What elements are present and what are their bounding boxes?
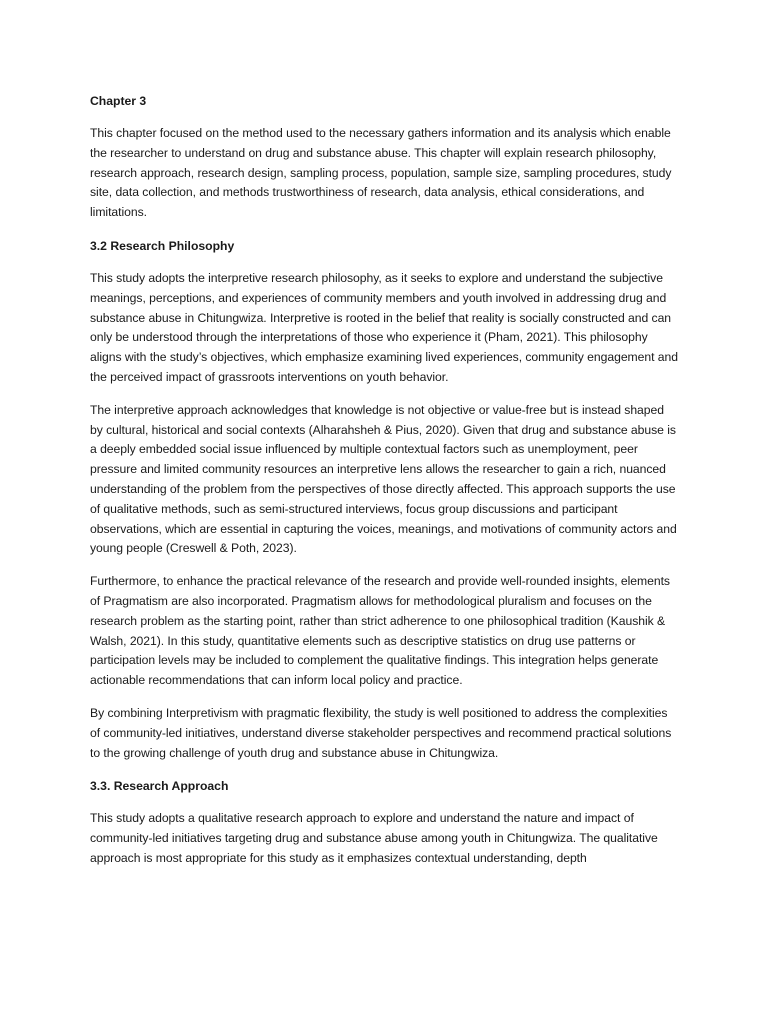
intro-paragraph: This chapter focused on the method used to the necessary gathers information and its analysis which enable the researcher to understand on drug and substance abuse. This chapter will explain research philosophy, research approach, research design, sampling process, population, sample size, sampling procedures, study site, data collection, and methods trustworthiness of research, data analysis, ethical considerations, and limitations. [90, 126, 672, 220]
paragraph: The interpretive approach acknowledges that knowledge is not objective or value-free but is instead shaped by cultural, historical and social contexts (Alharahsheh & Pius, 2020). Given that drug and substance abuse is a deeply embedded social issue influenced by multiple contextual factors such as unemployment, peer pressure and limited community resources an interpretive lens allows the researcher to gain a rich, nuanced understanding of the problem from the perspectives of those directly affected. This approach supports the use of qualitative methods, such as semi-structured interviews, focus group discussions and participant observations, which are essential in capturing the voices, meanings, and motivations of community actors and young people (Creswell & Poth, 2023). [90, 402, 677, 556]
section-heading-research-philosophy: 3.2 Research Philosophy [90, 238, 235, 253]
paragraph: Furthermore, to enhance the practical relevance of the research and provide well-rounded insights, elements of Pragmatism are also incorporated. Pragmatism allows for methodological pluralism and focuses on the research problem as the starting point, rather than strict adherence to one philosophical tradition (Kaushik & Walsh, 2021). In this study, quantitative elements such as descriptive statistics on drug use patterns or participation levels may be included to complement the qualitative findings. This integration helps generate actionable recommendations that can inform local policy and practice. [90, 574, 670, 688]
paragraph: This study adopts the interpretive research philosophy, as it seeks to explore and understand the subjective meanings, perceptions, and experiences of community members and youth involved in addressing drug and substance abuse in Chitungwiza. Interpretive is rooted in the belief that reality is socially constructed and can only be understood through the interpretations of those who experience it (Pham, 2021). This philosophy aligns with the study’s objectives, which emphasize examining lived experiences, community engagement and the perceived impact of grassroots interventions on youth behavior. [90, 270, 678, 384]
paragraph: By combining Interpretivism with pragmatic flexibility, the study is well positioned to address the complexities of community-led initiatives, understand diverse stakeholder perspectives and recommend practical solutions to the growing challenge of youth drug and substance abuse in Chitungwiza. [90, 705, 672, 760]
section-heading-research-approach: 3.3. Research Approach [90, 779, 229, 794]
chapter-heading: Chapter 3 [90, 94, 147, 108]
document-body [90, 91, 680, 882]
paragraph: This study adopts a qualitative research approach to explore and understand the nature and impact of community-led initiatives targeting drug and substance abuse among youth in Chitungwiza. The qualitative approach is most appropriate for this study as it emphasizes contextual understanding, depth [90, 811, 658, 865]
